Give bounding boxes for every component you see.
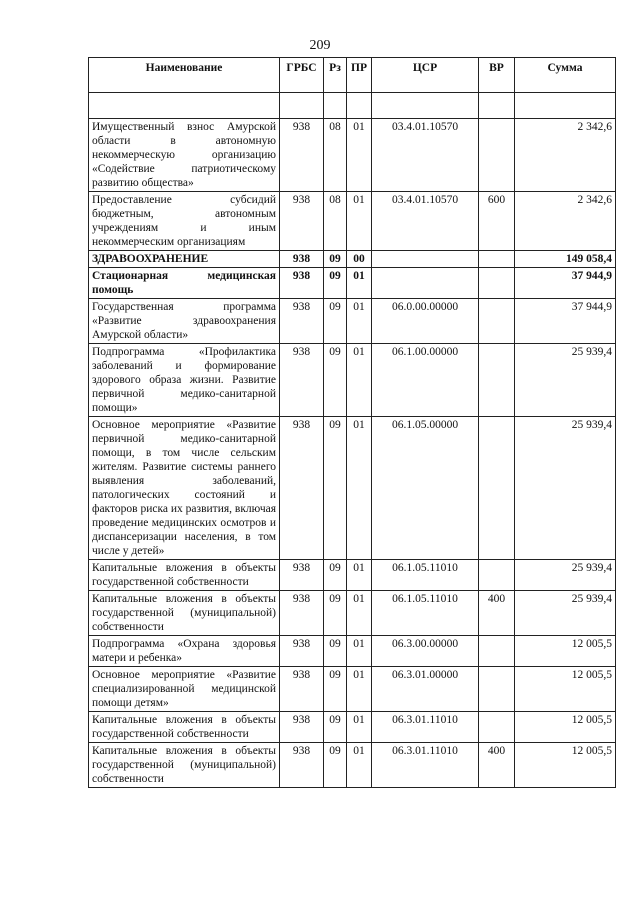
cell-csr: 06.3.00.00000 — [372, 636, 479, 667]
cell-rz: 09 — [324, 712, 347, 743]
cell-grbs: 938 — [280, 743, 324, 788]
col-header-grbs: ГРБС — [280, 58, 324, 93]
page-number: 209 — [309, 38, 331, 53]
cell-vr — [479, 251, 515, 268]
cell-vr — [479, 268, 515, 299]
cell-name: Подпрограмма «Охрана здоровья матери и ребенка» — [89, 636, 280, 667]
cell-sum: 149 058,4 — [515, 251, 616, 268]
cell-grbs: 938 — [280, 636, 324, 667]
spacer-row — [89, 93, 616, 119]
cell-vr: 400 — [479, 591, 515, 636]
col-header-rz: Рз — [324, 58, 347, 93]
table-row — [89, 417, 616, 560]
cell-grbs: 938 — [280, 591, 324, 636]
cell-grbs: 938 — [280, 667, 324, 712]
cell-vr — [479, 636, 515, 667]
cell-pr: 01 — [347, 192, 372, 251]
cell-pr: 01 — [347, 636, 372, 667]
cell-sum: 25 939,4 — [515, 560, 616, 591]
cell-sum: 12 005,5 — [515, 636, 616, 667]
cell-sum: 12 005,5 — [515, 667, 616, 712]
table-row — [89, 667, 616, 712]
cell-pr: 01 — [347, 743, 372, 788]
cell-rz: 09 — [324, 344, 347, 417]
cell-csr: 03.4.01.10570 — [372, 192, 479, 251]
cell-csr — [372, 251, 479, 268]
cell-pr: 01 — [347, 268, 372, 299]
table-row — [89, 743, 616, 788]
cell-grbs: 938 — [280, 417, 324, 560]
cell-sum: 2 342,6 — [515, 119, 616, 192]
cell-rz: 09 — [324, 743, 347, 788]
cell-pr: 01 — [347, 299, 372, 344]
cell-csr: 06.3.01.11010 — [372, 712, 479, 743]
cell-csr — [372, 268, 479, 299]
cell-grbs: 938 — [280, 119, 324, 192]
cell-vr — [479, 344, 515, 417]
cell-name: ЗДРАВООХРАНЕНИЕ — [89, 251, 280, 268]
table-row — [89, 560, 616, 591]
cell-csr: 06.1.05.11010 — [372, 560, 479, 591]
cell-vr: 600 — [479, 192, 515, 251]
spacer-cell — [280, 93, 324, 119]
cell-rz: 09 — [324, 667, 347, 712]
cell-vr — [479, 560, 515, 591]
cell-csr: 06.3.01.11010 — [372, 743, 479, 788]
cell-sum: 37 944,9 — [515, 268, 616, 299]
cell-grbs: 938 — [280, 712, 324, 743]
cell-pr: 01 — [347, 667, 372, 712]
col-header-vr: ВР — [479, 58, 515, 93]
cell-pr: 01 — [347, 712, 372, 743]
cell-csr: 06.1.05.11010 — [372, 591, 479, 636]
cell-grbs: 938 — [280, 251, 324, 268]
cell-grbs: 938 — [280, 344, 324, 417]
cell-name: Имущественный взнос Амурской области в автономную некоммерческую организацию «Содействие патриотическому развитию общества» — [89, 119, 280, 192]
col-header-name: Наименование — [89, 58, 280, 93]
cell-vr — [479, 299, 515, 344]
cell-rz: 09 — [324, 299, 347, 344]
cell-csr: 06.0.00.00000 — [372, 299, 479, 344]
cell-sum: 25 939,4 — [515, 344, 616, 417]
cell-pr: 01 — [347, 344, 372, 417]
spacer-cell — [372, 93, 479, 119]
table-row — [89, 712, 616, 743]
spacer-cell — [347, 93, 372, 119]
cell-rz: 08 — [324, 119, 347, 192]
cell-sum: 12 005,5 — [515, 743, 616, 788]
cell-pr: 01 — [347, 591, 372, 636]
cell-name: Предоставление субсидий бюджетным, автономным учреждениям и иным некоммерческим организациям — [89, 192, 280, 251]
col-header-sum: Сумма — [515, 58, 616, 93]
cell-rz: 09 — [324, 251, 347, 268]
col-header-pr: ПР — [347, 58, 372, 93]
cell-grbs: 938 — [280, 268, 324, 299]
table-row — [89, 591, 616, 636]
spacer-cell — [479, 93, 515, 119]
cell-sum: 12 005,5 — [515, 712, 616, 743]
cell-pr: 01 — [347, 119, 372, 192]
cell-csr: 06.3.01.00000 — [372, 667, 479, 712]
cell-name: Капитальные вложения в объекты государственной (муниципальной) собственности — [89, 743, 280, 788]
table-body — [89, 93, 616, 788]
table-row — [89, 251, 616, 268]
cell-csr: 03.4.01.10570 — [372, 119, 479, 192]
cell-pr: 01 — [347, 417, 372, 560]
cell-rz: 09 — [324, 591, 347, 636]
spacer-cell — [89, 93, 280, 119]
cell-rz: 09 — [324, 560, 347, 591]
cell-sum: 25 939,4 — [515, 417, 616, 560]
cell-name: Капитальные вложения в объекты государственной собственности — [89, 712, 280, 743]
cell-pr: 00 — [347, 251, 372, 268]
cell-vr — [479, 417, 515, 560]
cell-rz: 09 — [324, 417, 347, 560]
table-row — [89, 636, 616, 667]
table-row — [89, 268, 616, 299]
cell-name: Основное мероприятие «Развитие специализированной медицинской помощи детям» — [89, 667, 280, 712]
col-header-csr: ЦСР — [372, 58, 479, 93]
cell-rz: 08 — [324, 192, 347, 251]
cell-vr — [479, 667, 515, 712]
cell-sum: 25 939,4 — [515, 591, 616, 636]
table-row — [89, 119, 616, 192]
cell-vr: 400 — [479, 743, 515, 788]
table-row — [89, 299, 616, 344]
cell-csr: 06.1.05.00000 — [372, 417, 479, 560]
budget-table — [88, 57, 616, 788]
cell-grbs: 938 — [280, 299, 324, 344]
cell-name: Подпрограмма «Профилактика заболеваний и формирование здорового образа жизни. Развитие первичной медико-санитарной помощи» — [89, 344, 280, 417]
spacer-cell — [324, 93, 347, 119]
cell-pr: 01 — [347, 560, 372, 591]
cell-name: Стационарная медицинская помощь — [89, 268, 280, 299]
cell-csr: 06.1.00.00000 — [372, 344, 479, 417]
cell-grbs: 938 — [280, 192, 324, 251]
cell-name: Капитальные вложения в объекты государственной (муниципальной) собственности — [89, 591, 280, 636]
cell-grbs: 938 — [280, 560, 324, 591]
cell-sum: 2 342,6 — [515, 192, 616, 251]
cell-vr — [479, 119, 515, 192]
header-row — [89, 58, 616, 93]
table-row — [89, 192, 616, 251]
cell-sum: 37 944,9 — [515, 299, 616, 344]
cell-rz: 09 — [324, 636, 347, 667]
cell-name: Основное мероприятие «Развитие первичной медико-санитарной помощи, в том числе сельским жителям. Развитие системы раннего выявления заболеваний, патологических состояний и факторов риска их развития, включая проведение медицинских осмотров и диспансеризации населения, в том числе у детей» — [89, 417, 280, 560]
cell-vr — [479, 712, 515, 743]
cell-name: Капитальные вложения в объекты государственной собственности — [89, 560, 280, 591]
cell-name: Государственная программа «Развитие здравоохранения Амурской области» — [89, 299, 280, 344]
spacer-cell — [515, 93, 616, 119]
cell-rz: 09 — [324, 268, 347, 299]
table-row — [89, 344, 616, 417]
